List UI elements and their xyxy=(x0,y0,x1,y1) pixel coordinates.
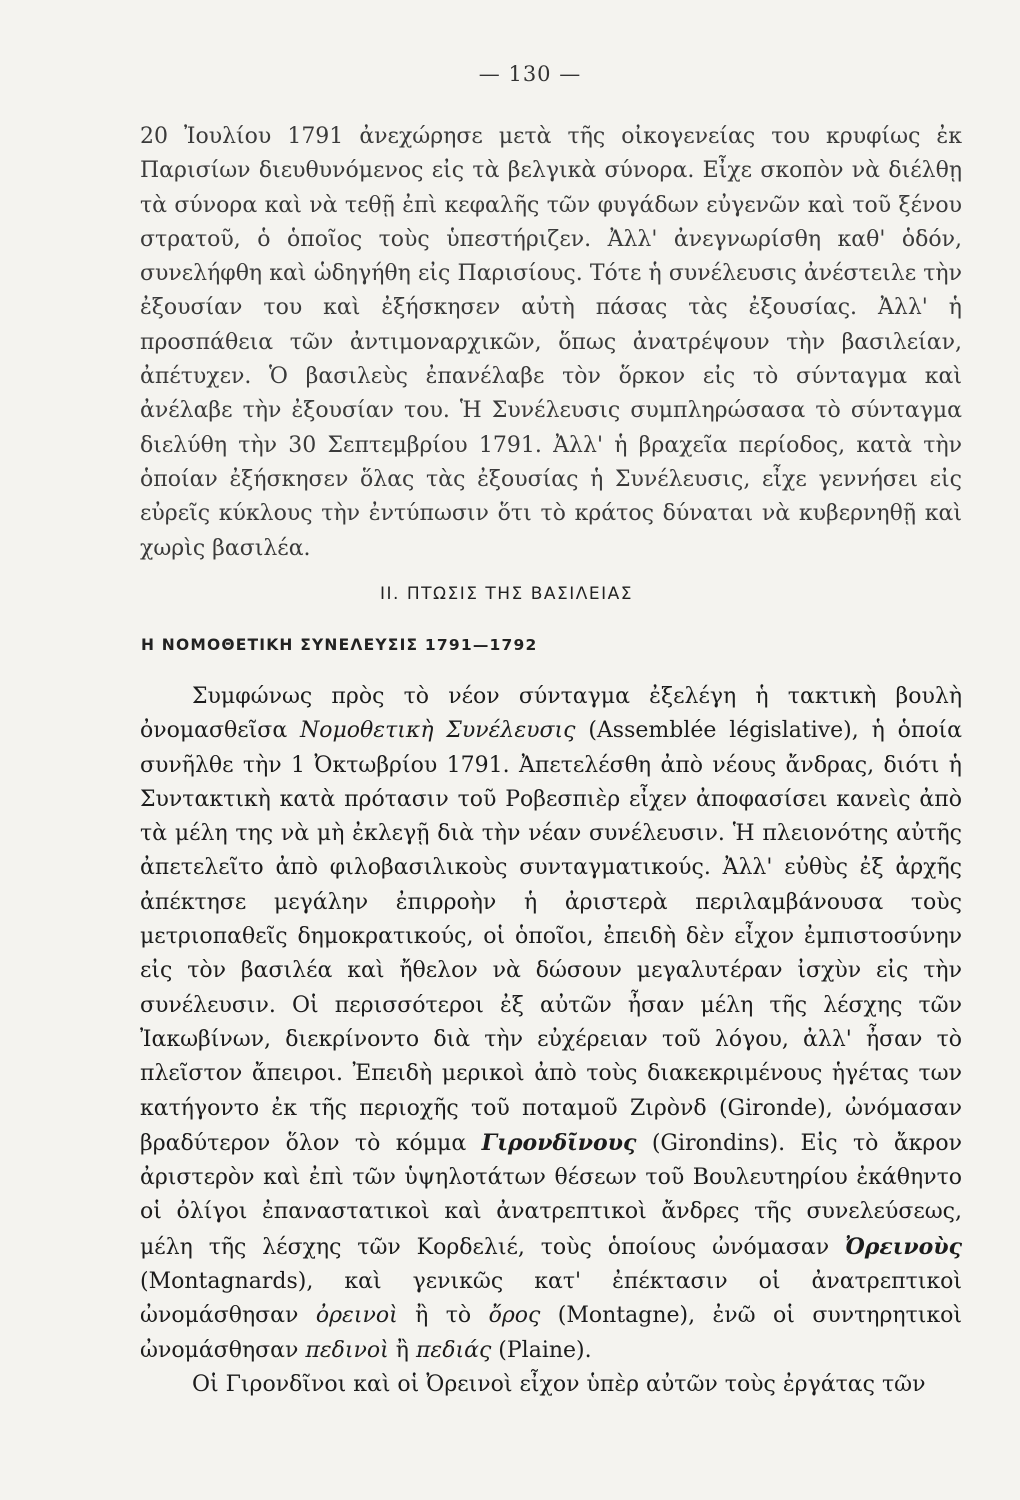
term-girondins: Γιρονδῖνους xyxy=(481,1129,637,1156)
text-run: (Montagnards), καὶ γενικῶς κατ' ἐπέκτασιν οἱ ἀνατρεπτικοὶ ὠνομάσθησαν xyxy=(140,1269,962,1329)
text-run: (Assemblée législative), ἡ ὁποία συνῆλθε τὴν 1 Ὀκτωβρίου 1791. Ἀπετελέσθη ἀπὸ νέους ἄνδρας, διότι ἡ Συντακτικὴ κατὰ πρότασιν τοῦ Ροβεσπιὲρ εἶχεν ἀποφασίσει κανεὶς ἀπὸ τὰ μέλη της νὰ μὴ ἐκλεγῇ διὰ τὴν νέαν συνέλευσιν. Ἡ πλειονότης αὐτῆς ἀπετελεῖτο ἀπὸ φιλοβασιλικοὺς συνταγματικούς. Ἀλλ' εὐθὺς ἐξ ἀρχῆς ἀπέκτησε μεγάλην ἐπιρροὴν ἡ ἀριστερὰ περιλαμβάνουσα τοὺς μετριοπαθεῖς δημοκρατικούς, οἱ ὁποῖοι, ἐπειδὴ δὲν εἶχον ἐμπιστοσύνην εἰς τὸν βασιλέα καὶ ἤθελον νὰ δώσουν μεγαλυτέραν ἰσχὺν εἰς τὴν συνέλευσιν. Οἱ περισσότεροι ἐξ αὐτῶν ἦσαν μέλη τῆς λέσχης τῶν Ἰακωβίνων, διεκρίνοντο διὰ τὴν εὐχέρειαν τοῦ λόγου, ἀλλ' ἦσαν τὸ πλεῖστον ἄπειροι. Ἐπειδὴ μερικοὶ ἀπὸ τοὺς διακεκριμένους ἡγέτας των κατήγοντο ἐκ τῆς περιοχῆς τοῦ ποταμοῦ Ζιρὸνδ (Gironde), ὠνόμασαν βραδύτερον ὅλον τὸ κόμμα xyxy=(140,718,963,1156)
section-heading: ΙΙ. ΠΤΩΣΙΣ ΤΗΣ ΒΑΣΙΛΕΙΑΣ xyxy=(380,584,634,604)
subsection-heading: Η ΝΟΜΟΘΕΤΙΚΗ ΣΥΝΕΛΕΥΣΙΣ 1791—1792 xyxy=(141,636,538,654)
text-run: ἢ xyxy=(388,1337,416,1363)
text-run: Συμφώνως πρὸς τὸ νέον σύνταγμα ἐξελέγη ἡ τακτικὴ βουλὴ ὀνομασθεῖσα xyxy=(140,684,962,744)
text-run: ἢ τὸ xyxy=(397,1303,489,1329)
term-oros: ὄρος xyxy=(488,1303,541,1329)
paragraph-king-flight xyxy=(140,120,962,566)
term-pedias: πεδιάς xyxy=(415,1337,492,1363)
text-run: (Girondins). Εἰς τὸ ἄκρον ἀριστερὸν καὶ ἐπὶ τῶν ὑψηλοτάτων θέσεων τοῦ Βουλευτηρίου ἐκάθηντο οἱ ὀλίγοι ἐπαναστατικοὶ καὶ ἀνατρεπτικοὶ ἄνδρες τῆς συνελεύσεως, μέλη τῆς λέσχης τῶν Κορδελιέ, τοὺς ὁποίους ὠνόμασαν xyxy=(140,1130,962,1260)
term-oreinoi: ὀρεινοὶ xyxy=(315,1303,398,1329)
page-number: — 130 — xyxy=(478,62,582,86)
term-montagnards: Ὀρεινοὺς xyxy=(844,1233,962,1260)
term-pedinoi: πεδινοὶ xyxy=(305,1337,389,1363)
paragraph-text: 20 Ἰουλίου 1791 ἀνεχώρησε μετὰ τῆς οἰκογενείας του κρυφίως ἐκ Παρισίων διευθυνόμενος εἰς τὰ βελγικὰ σύνορα. Εἶχε σκοπὸν νὰ διέλθῃ τὰ σύνορα καὶ νὰ τεθῇ ἐπὶ κεφαλῆς τῶν φυγάδων εὐγενῶν καὶ τοῦ ξένου στρατοῦ, ὁ ὁποῖος τοὺς ὑπεστήριζεν. Ἀλλ' ἀνεγνωρίσθη καθ' ὁδόν, συνελήφθη καὶ ὡδηγήθη εἰς Παρισίους. Τότε ἡ συνέλευσις ἀνέστειλε τὴν ἐξουσίαν του καὶ ἐξήσκησεν αὐτὴ πάσας τὰς ἐξουσίας. Ἀλλ' ἡ προσπάθεια τῶν ἀντιμοναρχικῶν, ὅπως ἀνατρέψουν τὴν βασιλείαν, ἀπέτυχεν. Ὁ βασιλεὺς ἐπανέλαβε τὸν ὅρκον εἰς τὸ σύνταγμα καὶ ἀνέλαβε τὴν ἐξουσίαν του. Ἡ Συνέλευσις συμπληρώσασα τὸ σύνταγμα διελύθη τὴν 30 Σεπτεμβρίου 1791. Ἀλλ' ἡ βραχεῖα περίοδος, κατὰ τὴν ὁποίαν ἐξήσκησεν ὅλας τὰς ἐξουσίας ἡ Συνέλευσις, εἶχε γεννήσει εἰς εὐρεῖς κύκλους τὴν ἐντύπωσιν ὅτι τὸ κράτος δύναται νὰ κυβερνηθῇ καὶ χωρὶς βασιλέα. xyxy=(140,124,962,561)
text-run: (Plaine). xyxy=(491,1337,592,1363)
term-legislative-assembly: Νομοθετικὴ Συνέλευσις xyxy=(300,718,576,744)
paragraph-girondins-montagnards: Οἱ Γιρονδῖνοι καὶ οἱ Ὀρεινοὶ εἶχον ὑπὲρ αὐτῶν τοὺς ἐργάτας τῶν xyxy=(192,1371,926,1397)
text-run: (Montagne), ἐνῶ οἱ συντηρητικοὶ ὠνομάσθησαν xyxy=(140,1303,962,1363)
paragraph-text xyxy=(140,680,962,1368)
paragraph-legislative-assembly xyxy=(140,680,962,1402)
